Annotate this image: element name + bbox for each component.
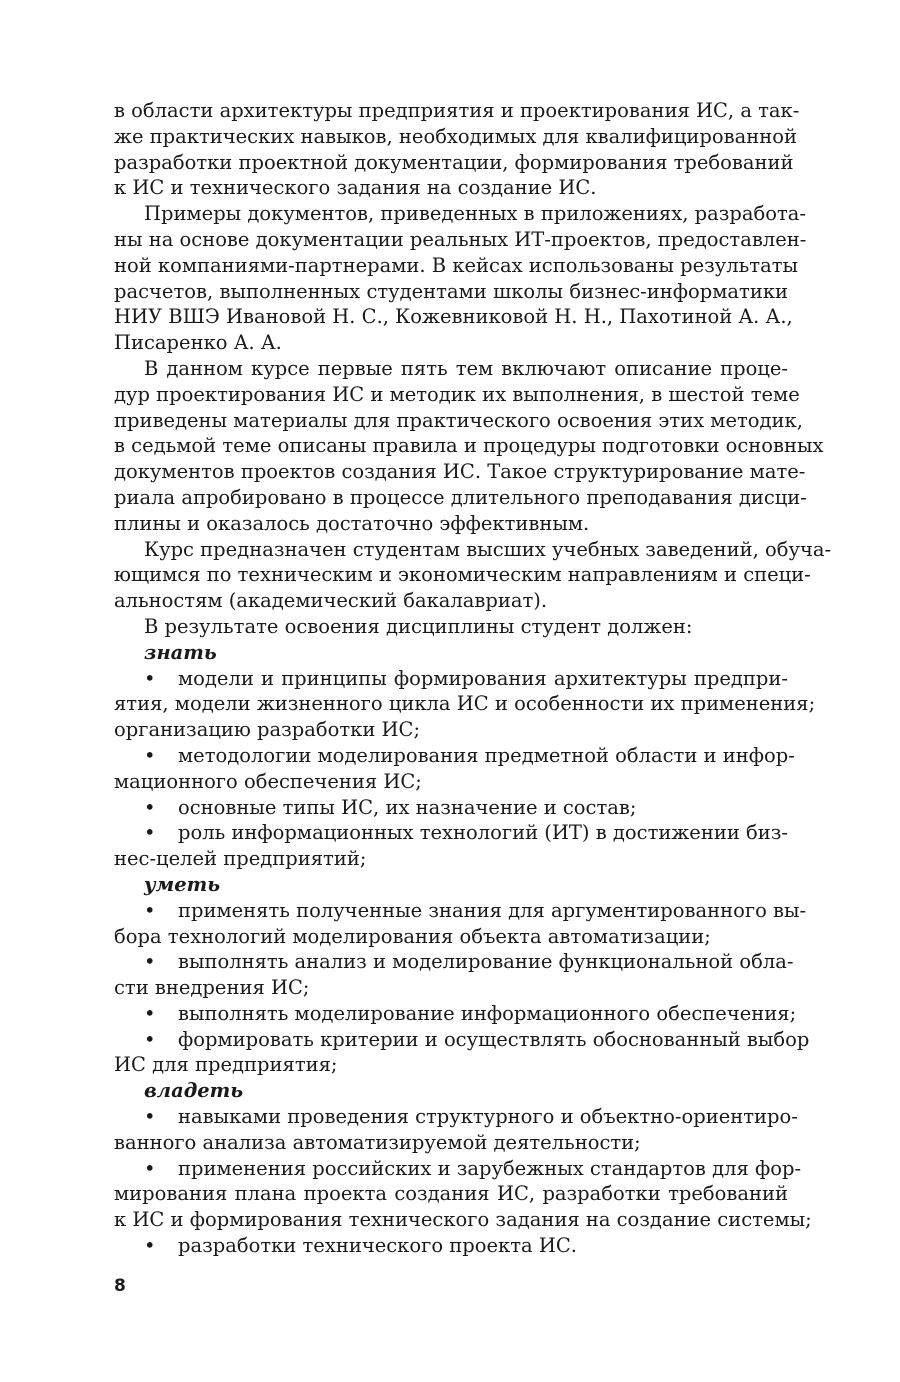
text-line: расчетов, выполненных студентами школы бизнес-информатики [114,279,788,303]
bullet-icon: • [144,898,156,922]
text-line: • модели и принципы формирования архитектуры предпри- [144,666,788,690]
text-line: сти внедрения ИС; [114,976,310,1000]
list-item [114,1104,798,1156]
list-item [114,1233,788,1259]
bullet-icon: • [144,1001,156,1025]
page-body [114,98,832,1259]
bullet-icon: • [144,666,156,690]
bullet-icon: • [144,1027,156,1051]
text-line: • навыками проведения структурного и объектно-ориентиро- [144,1105,798,1129]
bullet-icon: • [144,1156,156,1180]
text-line: ны на основе документации реальных ИТ-проектов, предоставлен- [114,227,807,251]
paragraph-audience [114,537,832,614]
text-line: альностям (академический бакалавриат). [114,589,548,613]
text-line: НИУ ВШЭ Ивановой Н. С., Кожевниковой Н. Н., Пахотиной А. А., [114,305,793,329]
text-line: Курс предназначен студентам высших учебных заведений, обуча- [144,537,832,561]
text-line: • применения российских и зарубежных стандартов для фор- [144,1156,802,1180]
heading-able: уметь [144,872,221,896]
text-line: мирования плана проекта создания ИС, разработки требований [114,1182,788,1206]
heading-master: владеть [144,1079,244,1103]
list-item [114,949,794,1001]
list-item [114,898,807,950]
text-line: организацию разработки ИС; [114,718,421,742]
text-line: бора технологий моделирования объекта автоматизации; [114,924,711,948]
text-line: В данном курсе первые пять тем включают описание проце- [144,356,788,380]
text-line: документов проектов создания ИС. Такое структурирование мате- [114,460,806,484]
text-line: • формировать критерии и осуществлять обоснованный выбор [144,1027,810,1051]
text-line: риала апробировано в процессе длительного преподавания дисци- [114,485,807,509]
text-line: в седьмой теме описаны правила и процедуры подготовки основных [114,434,824,458]
page-number: 8 [114,1276,126,1296]
text-line: приведены материалы для практического освоения этих методик, [114,408,803,432]
text-line: • применять полученные знания для аргументированного вы- [144,898,807,922]
text-line: в области архитектуры предприятия и проектирования ИС, а так- [114,99,800,122]
list-item [114,795,788,821]
text-line: ятия, модели жизненного цикла ИС и особенности их применения; [114,692,816,716]
bullet-icon: • [144,821,156,845]
text-line: ющимся по техническим и экономическим направлениям и специ- [114,563,811,587]
text-line: • методологии моделирования предметной области и инфор- [144,743,795,767]
text-line: же практических навыков, необходимых для квалифицированной [114,124,797,148]
text-line: мационного обеспечения ИС; [114,769,422,793]
list-item [114,1027,810,1079]
text-line: Писаренко А. А. [114,331,282,355]
text-line: дур проектирования ИС и методик их выполнения, в шестой теме [114,382,800,406]
bullet-icon: • [144,1234,156,1258]
list-item [114,666,816,743]
paragraph-outcomes-intro: В результате освоения дисциплины студент должен: [144,614,693,638]
bullet-icon: • [144,795,156,819]
paragraph-examples [114,201,807,356]
text-line: • основные типы ИС, их назначение и состав; [144,795,637,819]
text-line: • роль информационных технологий (ИТ) в достижении биз- [144,821,788,845]
text-line: к ИС и технического задания на создание ИС. [114,176,597,200]
text-line: Примеры документов, приведенных в приложениях, разработа- [144,202,806,226]
text-line: разработки проектной документации, формирования требований [114,150,794,174]
list-item [114,743,795,795]
text-line: к ИС и формирования технического задания на создание системы; [114,1208,812,1232]
text-line: нес-целей предприятий; [114,847,367,871]
heading-know: знать [144,640,217,664]
paragraph-intro-continuation [114,98,800,201]
list-item [114,1001,797,1027]
text-line: ной компаниями-партнерами. В кейсах использованы результаты [114,253,799,277]
list-item [114,1156,812,1233]
text-line: • разработки технического проекта ИС. [144,1234,577,1258]
bullet-icon: • [144,1105,156,1129]
text-line: ванного анализа автоматизируемой деятельности; [114,1130,641,1154]
text-line: • выполнять моделирование информационного обеспечения; [144,1001,797,1025]
text-line: плины и оказалось достаточно эффективным. [114,511,590,535]
list-item [114,820,788,872]
text-line: • выполнять анализ и моделирование функциональной обла- [144,950,794,974]
bullet-icon: • [144,743,156,767]
bullet-icon: • [144,950,156,974]
paragraph-course-structure [114,356,824,537]
text-line: ИС для предприятия; [114,1053,338,1077]
